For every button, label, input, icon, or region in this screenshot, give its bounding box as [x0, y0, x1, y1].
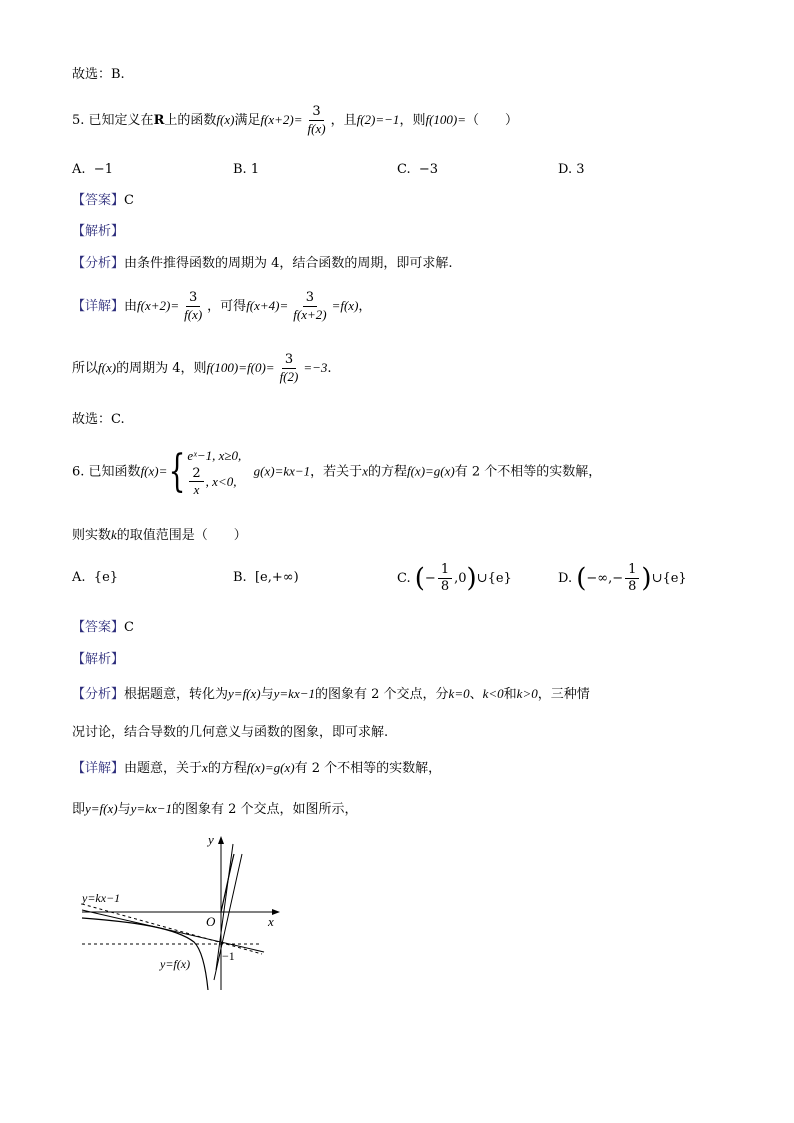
curve-left-branch	[82, 918, 208, 990]
label-curve: y=f(x)	[160, 957, 191, 971]
q5-fraction: $\frac{3}{f(x)}$	[307, 104, 326, 136]
q5-fenxi: 【分析】由条件推得函数的周期为 4，结合函数的周期，即可求解.	[72, 256, 453, 271]
q5-analysis-heading: 【解析】	[72, 224, 125, 239]
q5-option-b: B. 1	[233, 162, 260, 177]
q6-option-c: C. (− $\frac{1}{8}$ ,0)∪{e}	[397, 562, 512, 594]
label-minus-one: −1	[222, 949, 235, 963]
y-axis-arrow	[218, 836, 224, 844]
q6-xiangjie-line2: 即y=f(x)与y=kx−1的图象有 2 个交点，如图所示，	[72, 801, 358, 817]
label-x: x	[268, 914, 274, 929]
q5-period-line: 所以f(x)的周期为 4，则f(100)=f(0)= $\frac{3}{f(2)}$ =−3.	[72, 352, 332, 384]
q6-answer: 【答案】C	[72, 620, 134, 635]
label-line: y=kx−1	[82, 891, 121, 905]
q5-option-c: C. −3	[397, 162, 439, 177]
q6-option-b: B. [e,+∞)	[233, 570, 299, 585]
q6-fenxi: 【分析】根据题意，转化为y=f(x)与y=kx−1的图象有 2 个交点，分k=0、k<0和k>0，三种情	[72, 686, 590, 702]
q6-fenxi-line2: 况讨论，结合导数的几何意义与函数的图象，即可求解.	[72, 725, 389, 740]
q6-xiangjie: 【详解】由题意，关于x的方程f(x)=g(x)有 2 个不相等的实数解，	[72, 760, 442, 776]
label-y: y	[208, 832, 214, 847]
q5-stem: 5. 已知定义在R上的函数f(x)满足f(x+2)= $\frac{3}{f(x)}$ ，且f(2)=−1，则f(100)=（ ）	[72, 104, 519, 136]
q6-piecewise: { eˣ−1, x≥0, $\frac{2}{x}$ , x<0,	[168, 446, 242, 498]
q4-conclusion: 故选：B.	[72, 67, 125, 82]
q5-xiangjie: 【详解】由f(x+2)= $\frac{3}{f(x)}$ ，可得f(x+4)= $\frac{3}{f(x+2)}$ =f(x)，	[72, 290, 372, 322]
q5-conclusion: 故选：C.	[72, 412, 125, 427]
line-kx-1	[82, 910, 264, 952]
q6-analysis-heading: 【解析】	[72, 652, 125, 667]
q5-answer: 【答案】C	[72, 193, 134, 208]
q5-option-a: A. −1	[72, 162, 113, 177]
q6-option-a: A. {e}	[72, 570, 119, 585]
q6-stem: 6. 已知函数f(x)= { eˣ−1, x≥0, $\frac{2}{x}$ , x<0, g(x)=kx−1，若关于x的方程f(x)=g(x)有 2 个不相等的实数解，	[72, 446, 602, 498]
q6-stem-line2: 则实数k的取值范围是（ ）	[72, 527, 247, 543]
q6-graph	[76, 830, 286, 995]
q6-option-d: D. (−∞,− $\frac{1}{8}$ )∪{e}	[558, 562, 687, 594]
label-origin: O	[206, 914, 216, 929]
q5-option-d: D. 3	[558, 162, 585, 177]
